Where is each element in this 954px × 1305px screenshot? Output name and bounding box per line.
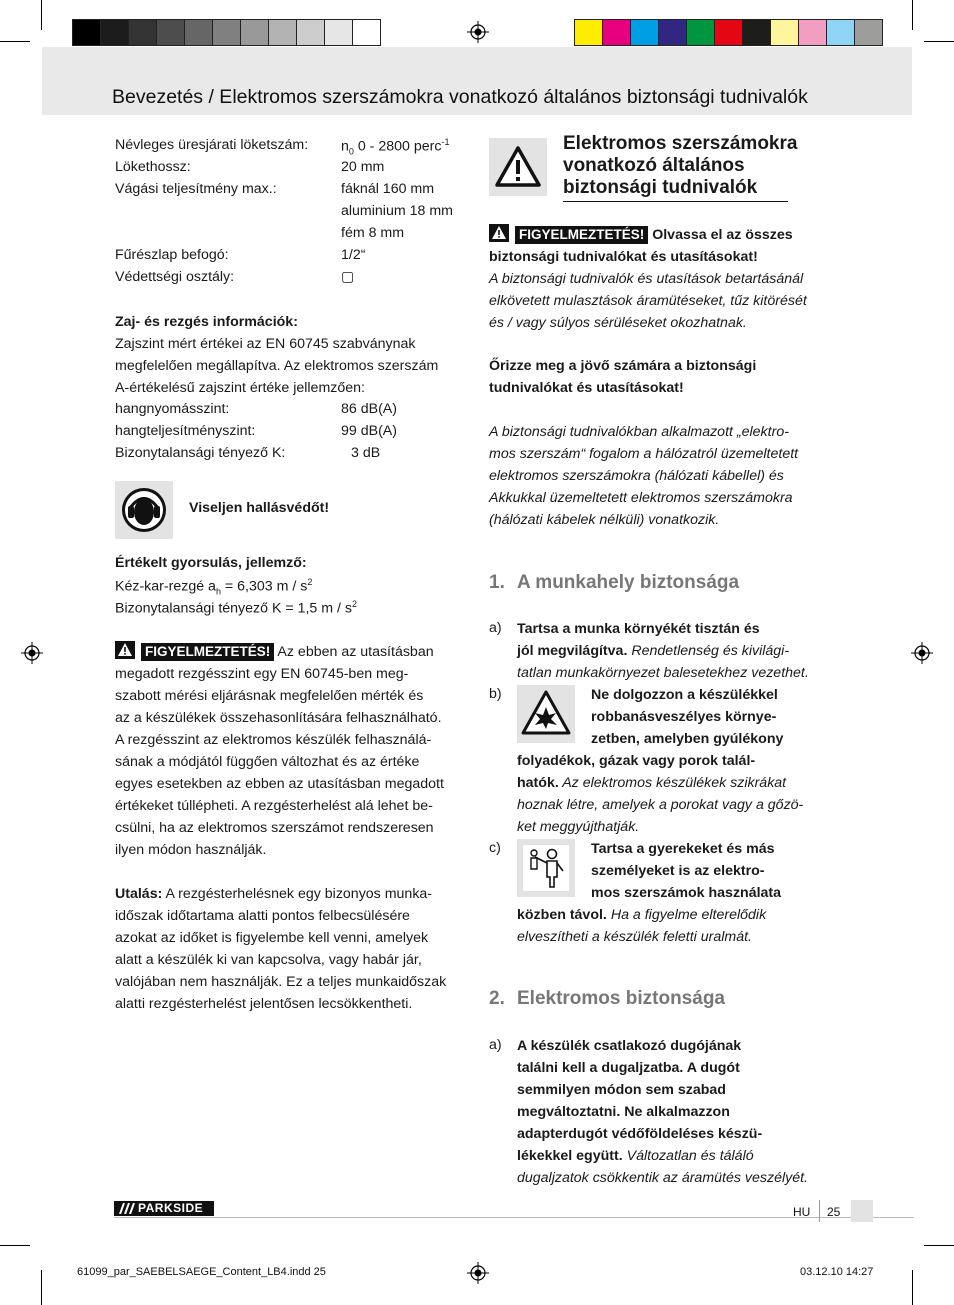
vibration-line-2 <box>115 599 357 617</box>
crop-mark <box>924 1245 954 1246</box>
text: hatók. <box>517 775 559 791</box>
registration-mark-icon <box>467 21 489 43</box>
text-line: elektromos szerszámokra (hálózati kábellel) és <box>489 468 784 484</box>
text-line: (hálózati kábelek nélküli) vonatkozik. <box>489 512 720 528</box>
color-swatch <box>212 19 241 46</box>
item-marker: a) <box>489 1037 502 1053</box>
color-swatch <box>602 19 631 46</box>
registration-mark-icon <box>467 1262 489 1284</box>
text: = 6,303 m / s <box>220 578 308 595</box>
crop-mark <box>912 1270 913 1305</box>
safety-warning-box <box>489 138 547 196</box>
hearing-protection-box <box>115 481 173 539</box>
color-swatch <box>714 19 743 46</box>
text-line: dugaljzatok csökkentik az áramütés veszélyét. <box>517 1170 808 1186</box>
noise-value: 3 dB <box>351 445 381 461</box>
warning-badge: FIGYELMEZTETÉS! <box>141 643 274 661</box>
item-marker: a) <box>489 620 502 636</box>
registration-mark-icon <box>911 642 933 664</box>
text-line: azokat az időket is figyelembe kell venni, amelyek <box>115 930 429 946</box>
text-line: alatti rezgésterhelést jelentősen lecsökkentheti. <box>115 996 413 1012</box>
spec-value: 20 mm <box>341 159 385 175</box>
brand-name: PARKSIDE <box>138 1201 204 1215</box>
spec-label: Védettségi osztály: <box>115 269 235 285</box>
text-line: Zajszint mért értékei az EN 60745 szabványnak <box>115 336 416 352</box>
color-swatch <box>770 19 799 46</box>
text-line: ket meggyújthatják. <box>517 819 640 835</box>
spec-value: ▢ <box>341 269 355 285</box>
crop-mark <box>0 41 30 42</box>
item-c-body <box>517 904 766 948</box>
text-line: robbanásveszélyes környe- <box>591 709 777 725</box>
color-swatch <box>742 19 771 46</box>
page-tab <box>851 1200 873 1222</box>
color-swatch <box>128 19 157 46</box>
text-line: mos szerszám“ fogalom a hálózatról üzemeltetett <box>489 446 799 462</box>
text-line <box>517 640 809 662</box>
text-line: zetben, amelyben gyúlékony <box>591 731 784 747</box>
warning-first-line <box>489 224 849 246</box>
noise-value: 86 dB(A) <box>341 401 397 417</box>
text-line: szabott mérési eljárásnak megfelelően mérték és <box>115 688 424 704</box>
file-info: 61099_par_SAEBELSAEGE_Content_LB4.indd 25 <box>77 1266 326 1278</box>
spec-value: $n_0$ 0 - 2800 perc$^{-1}$ <box>341 137 450 157</box>
page-title: Bevezetés / Elektromos szerszámokra vonatkozó általános biztonsági tudnivalók <box>112 86 808 108</box>
color-swatch <box>268 19 297 46</box>
item-b-heading <box>591 684 783 750</box>
text-line: valójában nem használják. Ez a teljes munkaidőszak <box>115 974 447 990</box>
text-line: időszak időtartama alatti pontos felbecsülésére <box>115 908 410 924</box>
page-number: 25 <box>827 1205 841 1219</box>
section-1-number: 1. <box>489 572 505 593</box>
spec-value: 1/2“ <box>341 247 366 263</box>
text: lékekkel együtt. <box>517 1148 623 1164</box>
color-swatch <box>240 19 269 46</box>
color-swatch <box>658 19 687 46</box>
noise-paragraph <box>115 333 438 399</box>
text-line: csülni, ha az elektromos szerszámot rendszeresen <box>115 820 434 836</box>
text-line: mos szerszámok használata <box>591 885 782 901</box>
text-line: tudnivalókat és utasításokat! <box>489 380 684 396</box>
title-line: vonatkozó általános <box>563 155 745 176</box>
brand-logo <box>114 1201 214 1216</box>
title-line: Elektromos szerszámokra <box>563 133 798 154</box>
warning-triangle-icon <box>489 138 547 196</box>
text: Az ebben az utasításban <box>274 644 434 660</box>
superscript: 2 <box>307 577 313 587</box>
explosion-hazard-icon <box>517 685 575 743</box>
text-line: adapterdugót védőföldeléses készü- <box>517 1126 763 1142</box>
text-line: elveszítheti a készülék feletti uralmát. <box>517 929 752 945</box>
noise-label: hangnyomásszint: <box>115 401 230 417</box>
text: A rezgésterhelésnek egy bizonyos munka- <box>162 886 433 902</box>
text-line: értékeket túllépheti. A rezgésterhelést alá lehet be- <box>115 798 433 814</box>
color-swatch <box>630 19 659 46</box>
text-line: elkövetett mulasztások áramütéseket, tűz kitörését <box>489 293 807 309</box>
noise-label: hangteljesítményszint: <box>115 423 256 439</box>
text-line: megváltoztatni. Ne alkalmazzon <box>517 1104 730 1120</box>
item-marker: c) <box>489 840 501 856</box>
warning-body <box>115 663 475 861</box>
text-line: A-értékelésű zajszint értéke jellemzően: <box>115 380 365 396</box>
spec-label: Névleges üresjárati löketszám: <box>115 137 309 153</box>
warning-triangle-icon <box>489 224 509 242</box>
text-line: Tartsa a gyerekeket és más <box>591 841 775 857</box>
color-swatch <box>72 19 101 46</box>
crop-mark <box>0 1245 30 1246</box>
color-swatch <box>156 19 185 46</box>
text: Kéz-kar-rezgé a <box>115 578 216 595</box>
definition-paragraph <box>489 421 798 531</box>
explosion-hazard-box <box>517 685 575 743</box>
spec-label: Vágási teljesítmény max.: <box>115 181 277 197</box>
color-swatch <box>826 19 855 46</box>
title-line: biztonsági tudnivalók <box>563 177 758 198</box>
item-marker: b) <box>489 686 502 702</box>
keep-instructions <box>489 355 756 399</box>
item-b-body <box>517 750 803 838</box>
vibration-line-1 <box>115 577 312 597</box>
text-line: sának a módjától függően változhat és az értéke <box>115 754 420 770</box>
text-line: megadott rezgésszint egy EN 60745-ben meg- <box>115 666 409 682</box>
section-2-number: 2. <box>489 988 505 1009</box>
noise-label: Bizonytalansági tényező K: <box>115 445 286 461</box>
text-line: alatt a készülék ki van kapcsolva, vagy habár jár, <box>115 952 422 968</box>
superscript: 2 <box>351 599 357 609</box>
hint-label: Utalás: <box>115 886 163 902</box>
hint-paragraph <box>115 883 475 1015</box>
warning-first-line <box>115 641 475 663</box>
title-underline <box>563 201 788 202</box>
color-swatch <box>798 19 827 46</box>
warning-paragraph <box>115 641 475 861</box>
text-line: és / vagy súlyos sérüléseket okozhatnak. <box>489 315 747 331</box>
text: jól megvilágítva. <box>517 643 628 659</box>
text-line: találni kell a dugaljzatba. A dugót <box>517 1060 740 1076</box>
hearing-protection-label: Viseljen hallásvédőt! <box>189 500 330 516</box>
text-line: A rezgésszint az elektromos készülék felhasználá- <box>115 732 432 748</box>
text: Ha a figyelme elterelődik <box>606 907 767 923</box>
text-line: A biztonsági tudnivalókban alkalmazott „elektro- <box>489 424 789 440</box>
text-line <box>517 904 766 926</box>
section-2-title: Elektromos biztonsága <box>517 988 725 1009</box>
subscript: 0 <box>348 146 354 157</box>
color-swatch <box>854 19 883 46</box>
text-line <box>517 1145 808 1167</box>
text-line: A készülék csatlakozó dugójának <box>517 1038 742 1054</box>
text-line: biztonsági tudnivalókat és utasításokat! <box>489 249 758 265</box>
vibration-heading: Értékelt gyorsulás, jellemző: <box>115 555 307 571</box>
crop-mark <box>924 41 954 42</box>
spec-value: fém 8 mm <box>341 225 405 241</box>
hint-body <box>115 905 475 1015</box>
color-swatch <box>324 19 353 46</box>
text-line: személyeket is az elektro- <box>591 863 765 879</box>
item-a <box>517 618 809 684</box>
text: Bizonytalansági tényező K = 1,5 m / s <box>115 600 352 617</box>
item-c-heading <box>591 838 781 904</box>
subscript: h <box>215 586 221 597</box>
right-warning <box>489 224 849 334</box>
text-line: semmilyen módon sem szabad <box>517 1082 726 1098</box>
text-line: megfelelően megállapítva. Az elektromos szerszám <box>115 358 439 374</box>
spec-value: aluminium 18 mm <box>341 203 453 219</box>
color-swatch <box>574 19 603 46</box>
hint-first-line <box>115 883 475 905</box>
color-swatch <box>352 19 381 46</box>
color-swatch <box>100 19 129 46</box>
color-swatch <box>296 19 325 46</box>
text-line: tatlan munkakörnyezet balesetekhez vezethet. <box>517 665 809 681</box>
crop-mark <box>41 0 42 30</box>
ear-protection-icon <box>115 481 173 539</box>
section-1-title: A munkahely biztonsága <box>517 572 740 593</box>
text: közben távol. <box>517 907 607 923</box>
color-swatch <box>184 19 213 46</box>
text-line: egyes esetekben az ebben az utasításban megadott <box>115 776 444 792</box>
noise-heading: Zaj- és rezgés információk: <box>115 314 298 330</box>
right-title <box>563 133 797 199</box>
children-away-icon <box>517 839 575 897</box>
text-line: Őrizze meg a jövő számára a biztonsági <box>489 358 757 374</box>
warning-badge: FIGYELMEZTETÉS! <box>515 226 648 244</box>
text-line: az a készülékek összehasonlítására felhasználható. <box>115 710 442 726</box>
noise-value: 99 dB(A) <box>341 423 397 439</box>
crop-mark <box>41 1270 42 1305</box>
text-line: Akkukkal üzemeltetett elektromos szerszámokra <box>489 490 793 506</box>
keep-children-away-box <box>517 839 575 897</box>
color-swatch <box>686 19 715 46</box>
text-line: Tartsa a munka környékét tisztán és <box>517 621 760 637</box>
spec-value: fáknál 160 mm <box>341 181 435 197</box>
text-line: A biztonsági tudnivalók és utasítások betartásánál <box>489 271 804 287</box>
text: Az elektromos készülékek szikrákat <box>558 775 787 791</box>
item-a2 <box>517 1035 808 1189</box>
crop-mark <box>912 0 913 30</box>
spec-label: Lökethossz: <box>115 159 191 175</box>
language-code: HU <box>793 1205 811 1219</box>
text-line: hoznak létre, amelyek a porokat vagy a gőzö- <box>517 797 804 813</box>
text: Változatlan és táláló <box>622 1148 754 1164</box>
brand-stripes-icon <box>117 1203 137 1214</box>
registration-mark-icon <box>21 642 43 664</box>
print-date: 03.12.10 14:27 <box>800 1266 874 1278</box>
spec-label: Fűrészlap befogó: <box>115 247 229 263</box>
footer-divider <box>819 1200 820 1222</box>
text-line: Ne dolgozzon a készülékkel <box>591 687 778 703</box>
warning-triangle-icon <box>115 641 135 659</box>
text-line: ilyen módon használják. <box>115 842 267 858</box>
text: Olvassa el az összes <box>648 227 793 243</box>
text-line: folyadékok, gázak vagy porok talál- <box>517 753 756 769</box>
text: Rendetlenség és kivilági- <box>627 643 790 659</box>
text-line <box>517 772 803 794</box>
superscript: -1 <box>441 137 450 147</box>
